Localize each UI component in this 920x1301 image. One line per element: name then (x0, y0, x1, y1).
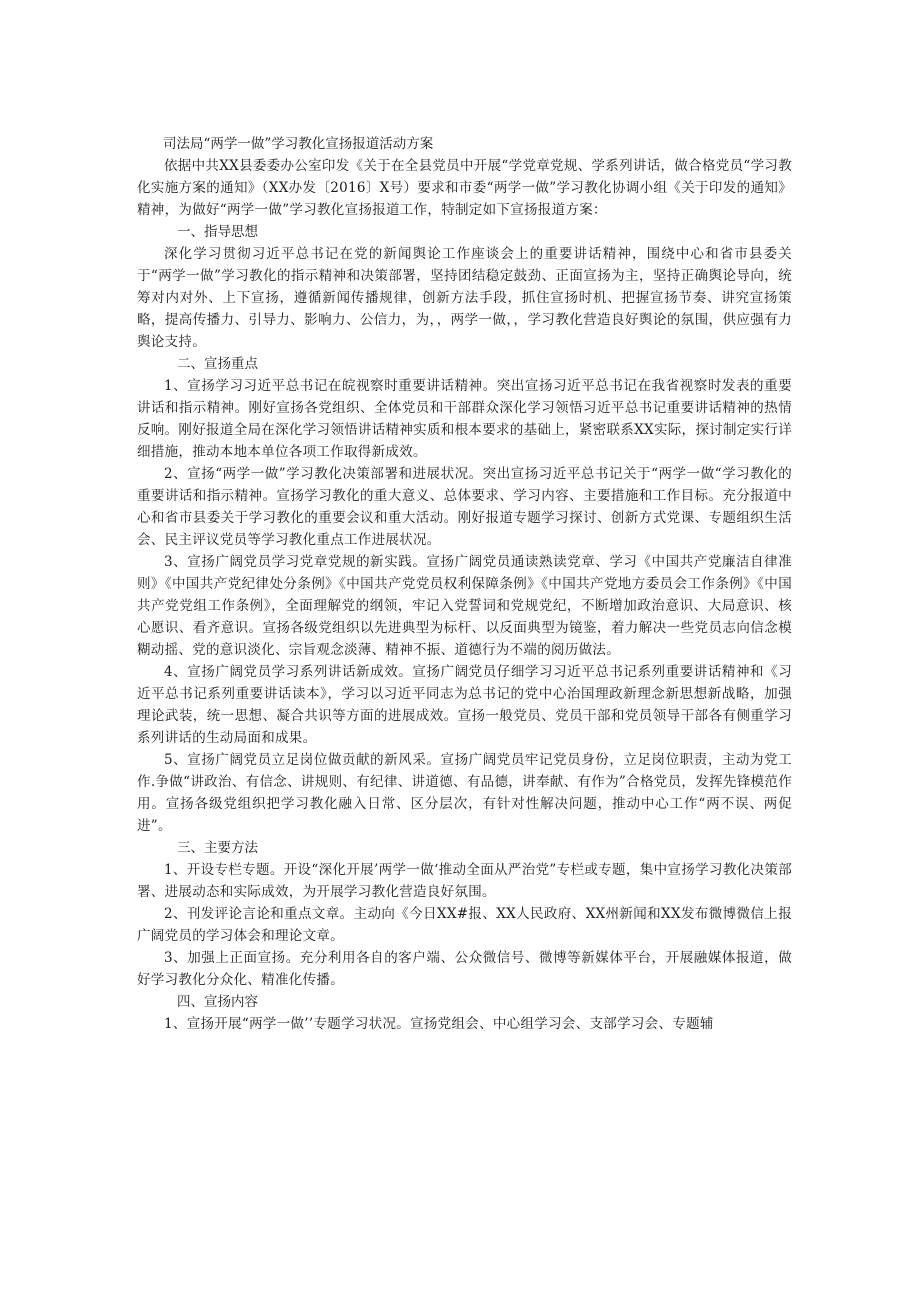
paragraph: 5、宣扬广阔党员立足岗位做贡献的新风采。宣扬广阔党员牢记党员身份，立足岗位职责，主动为党工作.争做“讲政治、有信念、讲规则、有纪律、讲道德、有品德，讲奉献、有作为”合格党员，发挥先锋模范作用。宣扬各级党组织把学习教化融入日常、区分层次，有针对性解决问题，推动中心工作“两不误、两促进”。 (137, 752, 792, 834)
paragraph: 1、宣扬开展“两学一做’’专题学习状况。宣扬党组会、中心组学习会、支部学习会、专题辅 (164, 1016, 714, 1032)
document-title: 司法局“两学一做”学习教化宣扬报道活动方案 (163, 136, 434, 152)
document-page (137, 133, 792, 1035)
paragraph: 2、刊发评论言论和重点文章。主动向《今日XX#报、XX人民政府、XX州新闻和XX发布微博微信上报广阔党员的学习体会和理论文章。 (137, 906, 792, 944)
paragraph: 深化学习贯彻习近平总书记在党的新闻舆论工作座谈会上的重要讲话精神，围绕中心和省市县委关于“两学一做”学习教化的指示精神和决策部署，坚持团结稳定鼓劲、正面宣扬为主，坚持正确舆论导向，统筹对内对外、上下宣扬，遵循新闻传播规律，创新方法手段，抓住宣扬时机、把握宣扬节奏、讲究宣扬策略，提高传播力、引导力、影响力、公信力，为，，两学一做，，学习教化营造良好舆论的氛围，供应强有力舆论支持。 (137, 246, 792, 350)
intro-paragraph: 依据中共XX县委委办公室印发《关于在全县党员中开展“学党章党规、学系列讲话，做合格党员“学习教化实施方案的通知》（XX办发〔2016〕X号）要求和市委“两学一做”学习教化协调小组《关于印发的通知》精神，为做好“两学一做”学习教化宣扬报道工作，特制定如下宣扬报道方案： (137, 158, 792, 218)
paragraph: 3、宣扬广阔党员学习党章党规的新实践。宣扬广阔党员通读熟读党章、学习《中国共产党廉洁自律准则》《中国共产党纪律处分条例》《中国共产党党员权利保障条例》《中国共产党地方委员会工作条例》《中国共产党党组工作条例》，全面理解党的纲领，牢记入党誓词和党规党纪，不断增加政治意识、大局意识、核心愿识、看齐意识。宣扬各级党组织以先进典型为标杆、以反面典型为镜鉴，着力解决一些党员志向信念模糊动摇、党的意识淡化、宗旨观念淡薄、精神不振、道德行为不端的阅历做法。 (137, 554, 792, 658)
section-heading-main-methods: 三、主要方法 (177, 840, 258, 856)
paragraph: 2、宣扬“两学一做”学习教化决策部署和进展状况。突出宣扬习近平总书记关于“两学一做“学习教化的重要讲话和指示精神。宣扬学习教化的重大意义、总体要求、学习内容、主要措施和工作目标。充分报道中心和省市县委关于学习教化的重要会议和重大活动。刚好报道专题学习探讨、创新方式党课、专题组织生活会、民主评议党员等学习教化重点工作进展状况。 (137, 466, 792, 548)
paragraph: 1、宣扬学习习近平总书记在皖视察时重要讲话精神。突出宣扬习近平总书记在我省视察时发表的重要讲话和指示精神。刚好宣扬各党组织、全体党员和干部群众深化学习领悟习近平总书记重要讲话精神的热情反响。刚好报道全局在深化学习领悟讲话精神实质和根本要求的基础上，紧密联系XX实际，探讨制定实行详细措施，推动本地本单位各项工作取得新成效。 (137, 378, 792, 460)
section-heading-guiding-thought: 一、指导思想 (177, 224, 258, 240)
section-heading-publicity-focus: 二、宣扬重点 (177, 356, 258, 372)
paragraph: 4、宣扬广阔党员学习系列讲话新成效。宣扬广阔党员仔细学习习近平总书记系列重要讲话精神和《习近平总书记系列重要讲话读本》，学习以习近平同志为总书记的党中心治国理政新理念新思想新战略，加强理论武装，统一思想、凝合共识等方面的进展成效。宣扬一般党员、党员干部和党员领导干部各有侧重学习系列讲话的生动局面和成果。 (137, 664, 792, 746)
paragraph: 3、加强上正面宣扬。充分利用各自的客户端、公众微信号、微博等新媒体平台，开展融媒体报道，做好学习教化分众化、精准化传播。 (137, 950, 792, 988)
section-heading-publicity-content: 四、宣扬内容 (177, 994, 258, 1010)
paragraph: 1、开设专栏专题。开设“深化开展’两学一做‘推动全面从严治党”专栏或专题，集中宣扬学习教化决策部署、进展动态和实际成效，为开展学习教化营造良好氛围。 (137, 862, 792, 900)
